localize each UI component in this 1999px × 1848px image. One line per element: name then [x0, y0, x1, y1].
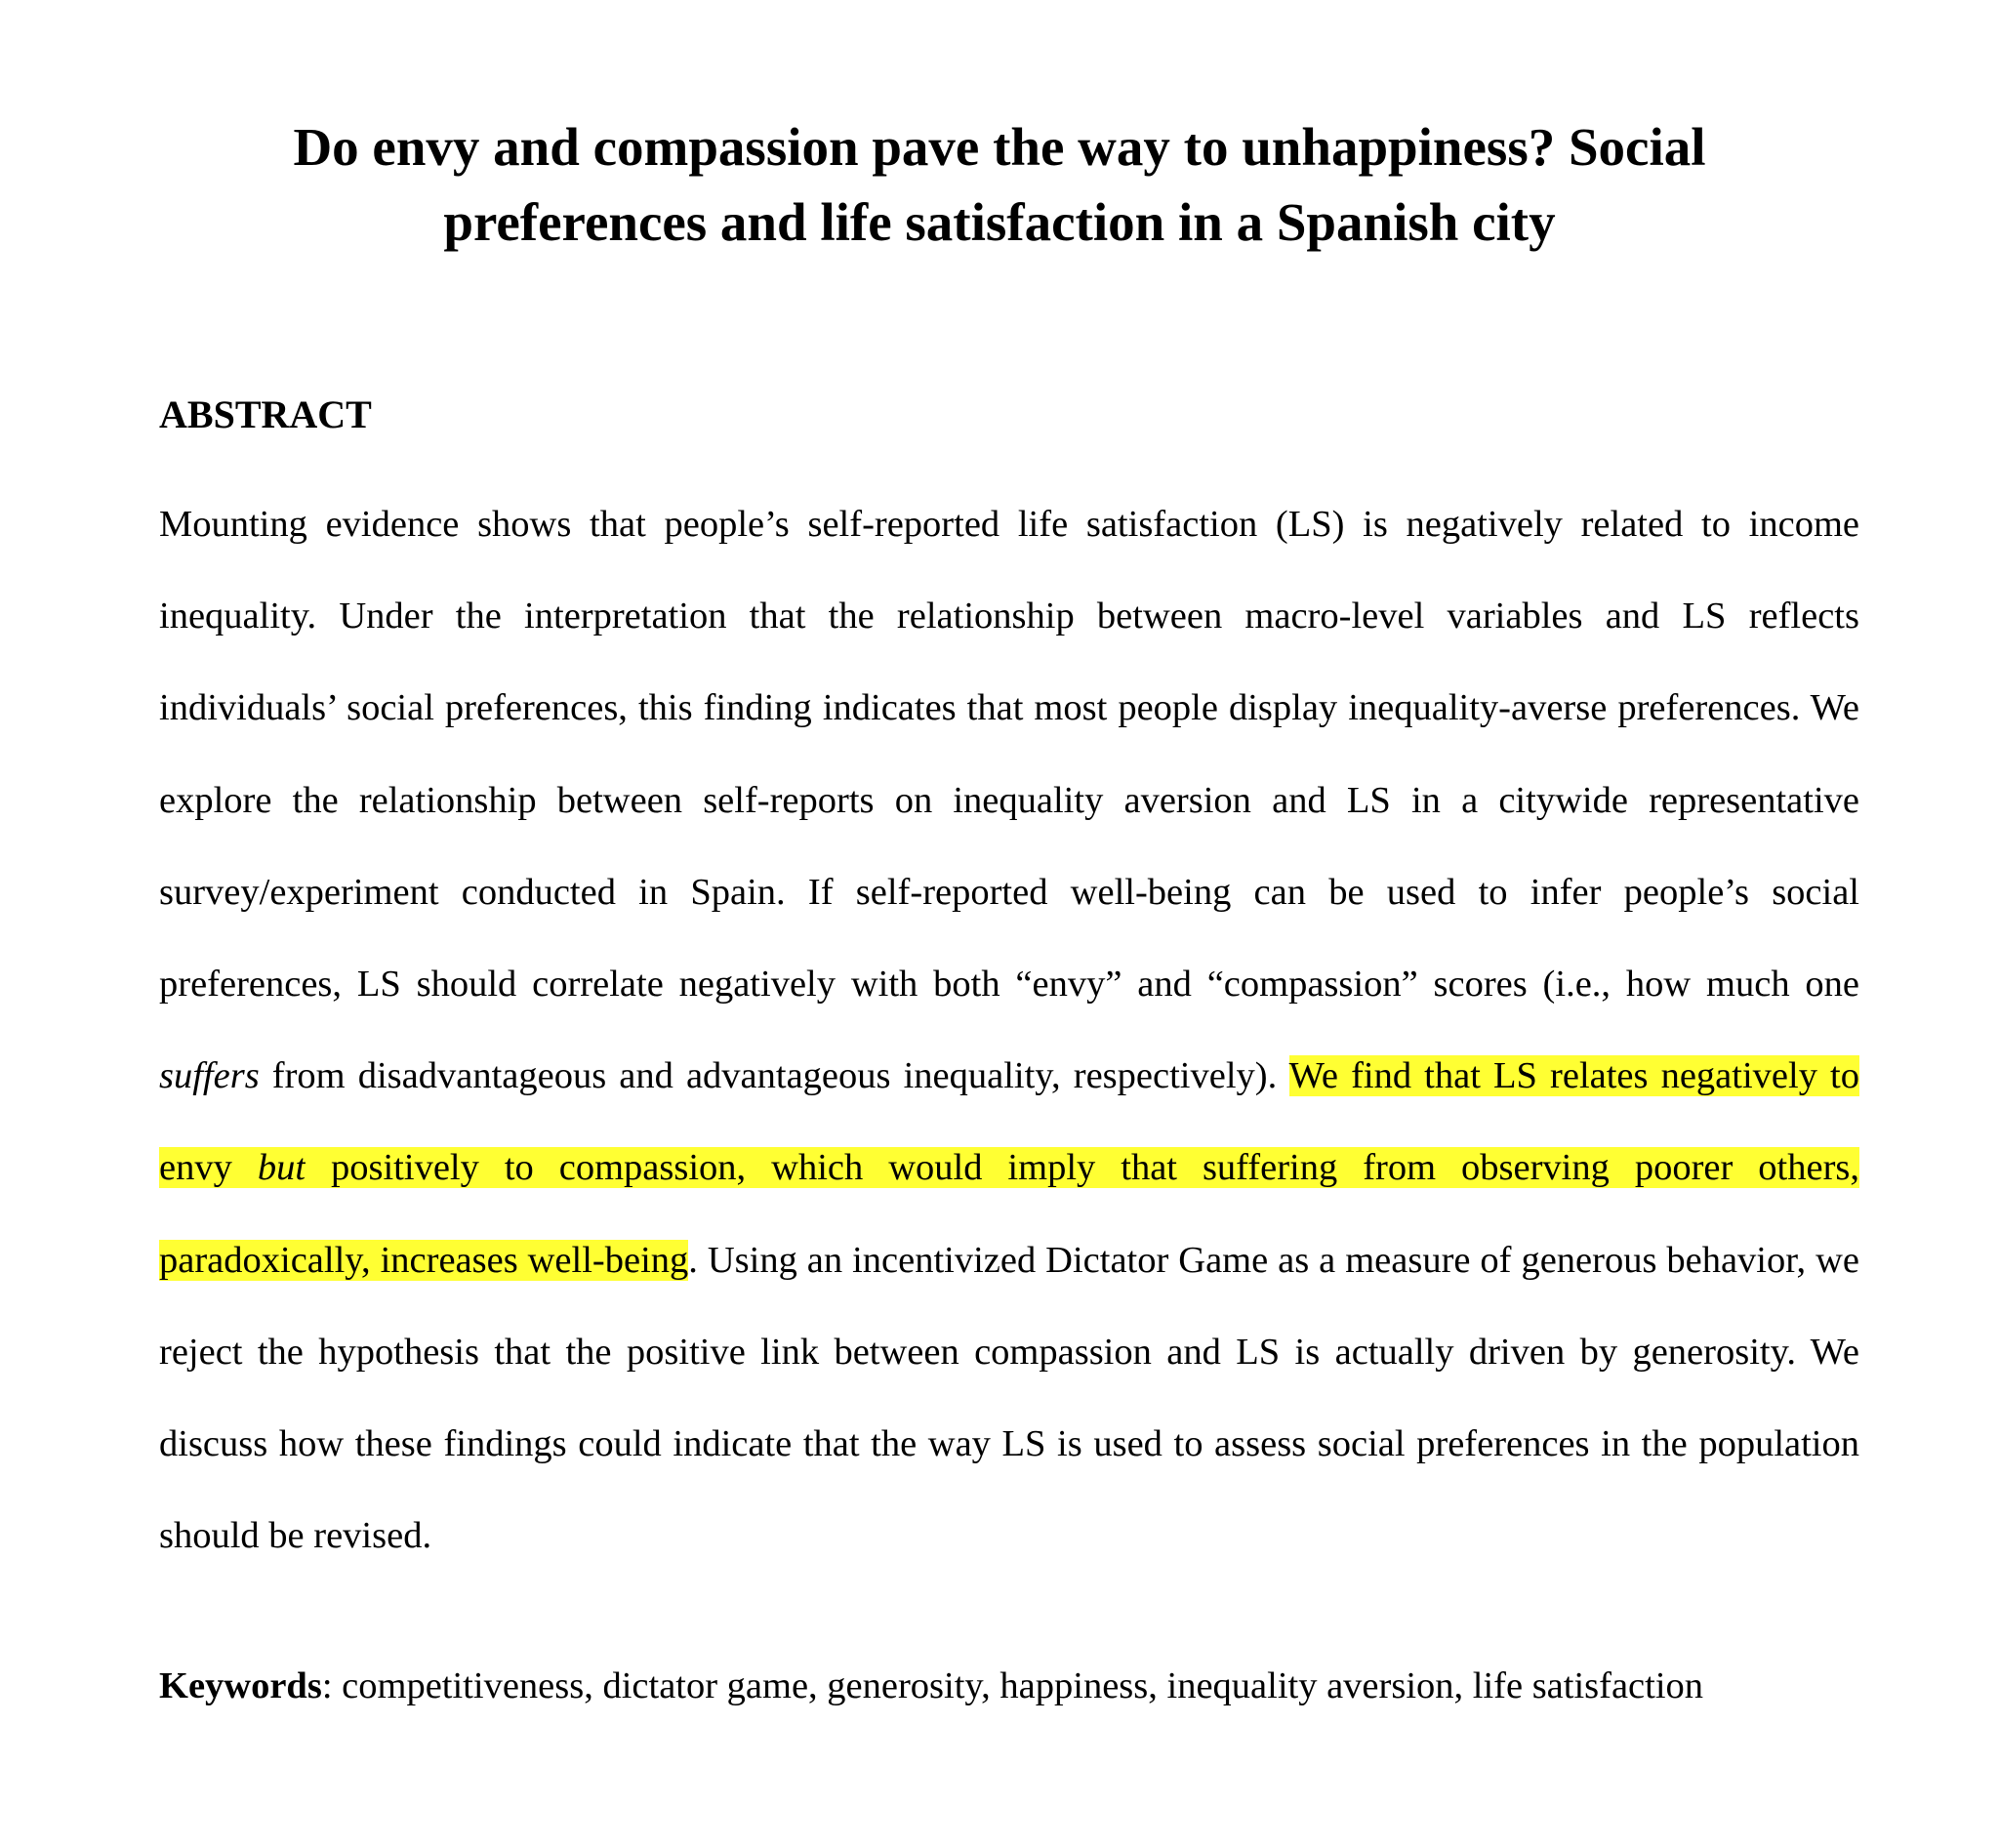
keywords-separator: :: [321, 1665, 343, 1706]
abstract-heading: ABSTRACT: [159, 392, 372, 436]
abstract-italic-suffers: suffers: [159, 1055, 260, 1097]
keywords-line: [159, 1662, 1877, 1710]
abstract-highlight-italic-but: but: [257, 1147, 306, 1189]
abstract-text-part2: from disadvantageous and advantageous inequality, respectively).: [259, 1055, 1289, 1097]
keywords-label: Keywords: [159, 1665, 322, 1706]
abstract-text-part1: Mounting evidence shows that people’s self-reported life satisfaction (LS) is negatively related to income inequality. Under the interpretation that the relationship between macro-level variables and LS reflects individuals’ social preferences, this finding indicates that most people display inequality-averse preferences. We explore the relationship between self-reports on inequality aversion and LS in a citywide representative survey/experiment conducted in Spain. If self-reported well-being can be used to infer people’s social preferences, LS should correlate negatively with both “envy” and “compassion” scores (i.e., how much one: [159, 504, 1859, 1006]
abstract-highlight-2: positively to compassion, which would imply that suffering from observing poorer others, paradoxically, increases well-being: [159, 1147, 1860, 1281]
abstract-text-part3: . Using an incentivized Dictator Game as a measure of generous behavior, we reject the hypothesis that the positive link between compassion and LS is actually driven by generosity. We discuss how these findings could indicate that the way LS is used to assess social preferences in the population should be revised.: [159, 1239, 1859, 1557]
keywords-text: competitiveness, dictator game, generosity, happiness, inequality aversion, life satisfaction: [342, 1665, 1704, 1706]
abstract-body: [159, 478, 1859, 1581]
paper-title: Do envy and compassion pave the way to unhappiness? Social preferences and life satisfaction in a Spanish city: [293, 117, 1706, 252]
abstract-highlight-1: We find that LS relates negatively to envy: [159, 1055, 1859, 1189]
